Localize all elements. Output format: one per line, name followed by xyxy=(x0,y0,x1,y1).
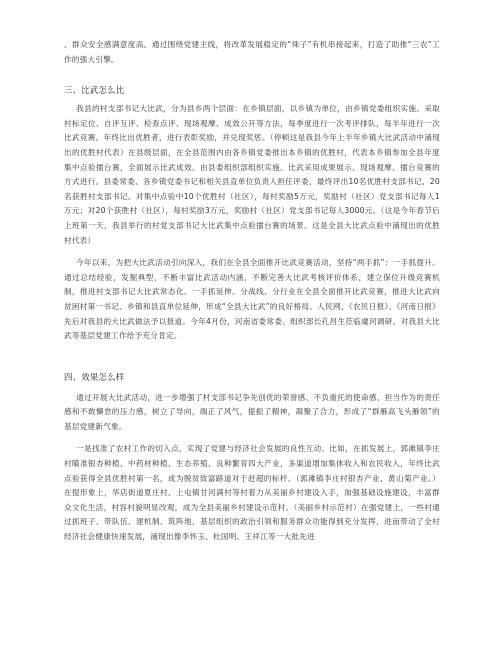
section-three-heading: 三、比武怎么比 xyxy=(64,85,125,96)
document-page xyxy=(64,38,440,545)
intro-paragraph-tail: 、群众安全感满意度高。通过围绕党建主线，将改革发展稳定的“珠子”有机串接起来，打造了助推“三农”工作的强大引擎。 xyxy=(64,40,440,64)
section-three-paragraph-2: 今年以来，为把大比武活动引向深入，我们在全县全面推开比武竞赛活动，坚持“两手抓”：一手抓提升。通过总结经验，发掘典型，不断丰富比武活动内涵，不断完善大比武考核评价体系，建立保位升级竞赛机制，推进村支部书记大比武常态化。一手抓延伸。分战线、分行业在全县全面推开比武竞赛，推进大比武向贫困村第一书记、乡镇和县直单位延伸，形成“全县大比武”的良好格局。人民网、《农民日报》、《河南日报》先后对我县的大比武做法予以报道。今年4月份，河南省委常委、组织部长孔昌生莅临虞河调研，对我县大比武等基层党建工作给予充分肯定。 xyxy=(64,258,440,341)
section-three-paragraph-1: 我县的村支部书记大比武，分为县乡两个层面：在乡镇层面，以乡镇为单位，由乡镇党委组织实施。采取村标定位、自评互评、检查点评、现场观摩、成效公开等方法，每季度进行一次考评排队，每半年进行一次比武竞赛。年终比出优胜者，进行表彰奖励，并兑现奖惩。（停顿这是我县今年上半年乡镇大比武活动中涌现出的优胜村代表）在县级层面，在全县范围内由各乡镇党委推出本乡镇的优胜村，代表本乡镇参加全县年度集中点验擂台赛，全面展示比武成效。由县委组织部组织实施。比武采用成果展示、现场观摩、擂台竞赛的方式进行。县委常委、各乡镇党委书记和相关县直单位负责人担任评委，最终评出10名优胜村支部书记、20名获胜村支部书记。对集中点验中10个优胜村（社区），每村奖励5万元，奖励村（社区）党支部书记每人1万元；对20个获胜村（社区），每村奖励3万元，奖励村（社区）党支部书记每人3000元。（这是今年春节后上班第一天，我县举行的村党支部书记大比武集中点验擂台赛的场景。这是全县大比武点验中涌现出的优胜村代表） xyxy=(64,104,440,245)
section-four-paragraph-1: 通过开展大比武活动，进一步增强了村支部书记争先创优的荣誉感、不负重托的使命感、担当作为的责任感和不敢懈怠的压力感，树立了导向，端正了风气，提振了精神，凝聚了合力，形成了“群雁高飞头雁领”的基层党建新气象。 xyxy=(64,392,440,431)
section-four-heading: 四、效果怎么样 xyxy=(64,371,125,382)
section-four-paragraph-2: 一是找准了农村工作的切入点，实现了党建与经济社会发展的良性互动。比如，在抓发展上，郭滩镇李庄村瞄准银杏种植、中药材种植、生态养殖、良种繁育四大产业，多渠道增加集体收入和农民收入，年终比武点验获得全县优胜村第一名，成为脱贫致富路道对于赶超的标杆。（郭滩镇李庄村银杏产业、黄山菊产业。）在提形象上，华店街道夏庄村、上屯镇甘河满村等村着力从美丽乡村建设入手，加强基础设施建设，丰富群众文化生活，村容村貌明显改观，成为全县美丽乡村建设示范村。（美丽乡村示范村）在强党建上，一些村通过抓班子、带队伍、建机制、筑阵地，基层组织的政治引领和服务群众功能得到充分发挥，进而带动了全村经济社会健康快速发展，涌现出像李怀玉、杜国明、王祥江等一大批先进 xyxy=(64,444,440,542)
